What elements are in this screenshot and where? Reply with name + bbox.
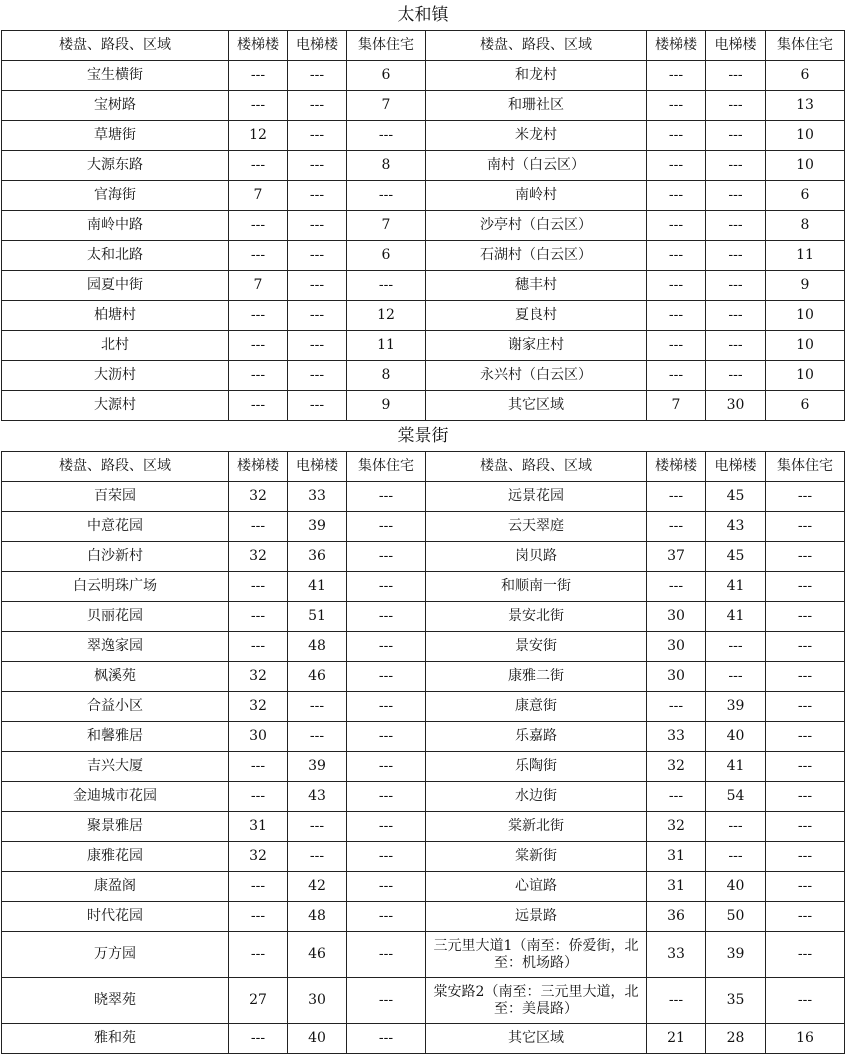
- price-cell: ---: [288, 331, 347, 361]
- price-cell: ---: [766, 722, 845, 752]
- area-name-cell: 晓翠苑: [2, 978, 229, 1024]
- table-row: [2, 91, 845, 121]
- price-cell: 35: [706, 978, 766, 1024]
- price-cell: ---: [706, 301, 766, 331]
- price-cell: ---: [647, 361, 706, 391]
- price-cell: 30: [647, 602, 706, 632]
- area-name-cell: 和龙村: [426, 61, 647, 91]
- price-cell: ---: [288, 91, 347, 121]
- price-cell: 32: [229, 692, 288, 722]
- price-cell: 10: [766, 151, 845, 181]
- price-cell: 10: [766, 331, 845, 361]
- price-cell: ---: [647, 331, 706, 361]
- price-cell: ---: [229, 1024, 288, 1054]
- price-cell: 41: [706, 602, 766, 632]
- column-header: 电梯楼: [706, 31, 766, 61]
- price-cell: ---: [229, 782, 288, 812]
- price-cell: ---: [288, 121, 347, 151]
- price-cell: ---: [347, 632, 426, 662]
- table-row: [2, 978, 845, 1024]
- column-header: 楼盘、路段、区域: [426, 452, 647, 482]
- area-name-cell: 白沙新村: [2, 542, 229, 572]
- column-header: 楼盘、路段、区域: [2, 452, 229, 482]
- price-cell: 8: [347, 361, 426, 391]
- area-name-cell: 宝生横街: [2, 61, 229, 91]
- price-cell: 41: [288, 572, 347, 602]
- price-cell: ---: [647, 241, 706, 271]
- price-cell: ---: [647, 121, 706, 151]
- price-cell: ---: [347, 752, 426, 782]
- area-name-cell: 聚景雅居: [2, 812, 229, 842]
- area-name-cell: 金迪城市花园: [2, 782, 229, 812]
- price-cell: ---: [347, 662, 426, 692]
- price-cell: ---: [347, 978, 426, 1024]
- table-row: [2, 121, 845, 151]
- price-cell: 28: [706, 1024, 766, 1054]
- price-cell: ---: [766, 482, 845, 512]
- area-name-cell: 棠安路2（南至：三元里大道，北至：美晨路）: [426, 978, 647, 1024]
- price-cell: 30: [706, 391, 766, 421]
- area-name-cell: 康雅二街: [426, 662, 647, 692]
- price-cell: ---: [647, 692, 706, 722]
- price-cell: ---: [288, 181, 347, 211]
- price-cell: 33: [288, 482, 347, 512]
- area-name-cell: 棠新北街: [426, 812, 647, 842]
- area-name-cell: 园夏中街: [2, 271, 229, 301]
- price-cell: 6: [347, 241, 426, 271]
- area-name-cell: 和馨雅居: [2, 722, 229, 752]
- area-name-cell: 乐嘉路: [426, 722, 647, 752]
- price-cell: 41: [706, 752, 766, 782]
- price-cell: 43: [706, 512, 766, 542]
- price-cell: ---: [766, 542, 845, 572]
- area-name-cell: 穗丰村: [426, 271, 647, 301]
- price-cell: ---: [647, 181, 706, 211]
- price-cell: 39: [706, 932, 766, 978]
- area-name-cell: 时代花园: [2, 902, 229, 932]
- price-cell: ---: [706, 812, 766, 842]
- price-cell: ---: [347, 932, 426, 978]
- area-name-cell: 康盈阁: [2, 872, 229, 902]
- price-cell: 48: [288, 902, 347, 932]
- price-cell: ---: [347, 692, 426, 722]
- price-cell: 6: [347, 61, 426, 91]
- table-row: [2, 872, 845, 902]
- table-row: [2, 391, 845, 421]
- column-header: 集体住宅: [347, 31, 426, 61]
- area-name-cell: 吉兴大厦: [2, 752, 229, 782]
- price-cell: ---: [229, 752, 288, 782]
- table-row: [2, 361, 845, 391]
- column-header: 楼梯楼: [229, 31, 288, 61]
- area-name-cell: 翠逸家园: [2, 632, 229, 662]
- price-cell: ---: [229, 512, 288, 542]
- area-name-cell: 景安街: [426, 632, 647, 662]
- price-cell: ---: [347, 602, 426, 632]
- table-row: [2, 632, 845, 662]
- table-row: [2, 722, 845, 752]
- price-cell: 41: [706, 572, 766, 602]
- table-row: [2, 271, 845, 301]
- price-cell: ---: [288, 301, 347, 331]
- price-cell: 30: [288, 978, 347, 1024]
- price-cell: 7: [347, 91, 426, 121]
- price-cell: 45: [706, 482, 766, 512]
- price-cell: 40: [706, 872, 766, 902]
- price-cell: 32: [229, 482, 288, 512]
- price-cell: 40: [706, 722, 766, 752]
- price-cell: 30: [647, 662, 706, 692]
- price-cell: ---: [647, 482, 706, 512]
- table-row: [2, 602, 845, 632]
- price-cell: ---: [347, 902, 426, 932]
- area-name-cell: 柏塘村: [2, 301, 229, 331]
- price-cell: ---: [288, 391, 347, 421]
- price-cell: ---: [288, 692, 347, 722]
- price-cell: 43: [288, 782, 347, 812]
- price-cell: ---: [647, 151, 706, 181]
- price-cell: 7: [647, 391, 706, 421]
- price-cell: 8: [347, 151, 426, 181]
- price-cell: 42: [288, 872, 347, 902]
- price-cell: ---: [347, 842, 426, 872]
- price-cell: 27: [229, 978, 288, 1024]
- price-cell: 50: [706, 902, 766, 932]
- area-name-cell: 中意花园: [2, 512, 229, 542]
- table-row: [2, 932, 845, 978]
- area-name-cell: 百荣园: [2, 482, 229, 512]
- section-title-row: [2, 0, 845, 31]
- price-cell: 16: [766, 1024, 845, 1054]
- table-row: [2, 482, 845, 512]
- price-cell: ---: [706, 151, 766, 181]
- price-cell: ---: [347, 1024, 426, 1054]
- price-cell: ---: [288, 151, 347, 181]
- price-cell: ---: [229, 902, 288, 932]
- price-cell: ---: [288, 61, 347, 91]
- area-name-cell: 南岭中路: [2, 211, 229, 241]
- area-name-cell: 草塘街: [2, 121, 229, 151]
- price-cell: ---: [766, 662, 845, 692]
- price-cell: 30: [647, 632, 706, 662]
- price-cell: 32: [229, 542, 288, 572]
- price-cell: 32: [229, 842, 288, 872]
- table-row: [2, 782, 845, 812]
- section-title: 棠景街: [397, 425, 449, 446]
- area-name-cell: 其它区域: [426, 391, 647, 421]
- price-cell: ---: [766, 692, 845, 722]
- price-cell: ---: [706, 211, 766, 241]
- price-cell: ---: [229, 331, 288, 361]
- price-cell: ---: [229, 632, 288, 662]
- column-header: 集体住宅: [347, 452, 426, 482]
- price-cell: 46: [288, 662, 347, 692]
- price-cell: ---: [647, 271, 706, 301]
- area-name-cell: 远景花园: [426, 482, 647, 512]
- price-cell: ---: [347, 181, 426, 211]
- price-cell: ---: [347, 512, 426, 542]
- price-cell: 10: [766, 121, 845, 151]
- price-cell: ---: [766, 572, 845, 602]
- price-cell: 39: [288, 752, 347, 782]
- price-cell: ---: [647, 211, 706, 241]
- column-header: 电梯楼: [288, 31, 347, 61]
- area-name-cell: 枫溪苑: [2, 662, 229, 692]
- price-cell: 13: [766, 91, 845, 121]
- price-table: [1, 0, 845, 1054]
- table-row: [2, 151, 845, 181]
- area-name-cell: 沙亭村（白云区）: [426, 211, 647, 241]
- price-cell: ---: [229, 572, 288, 602]
- price-cell: ---: [706, 842, 766, 872]
- price-cell: ---: [706, 181, 766, 211]
- column-header: 楼盘、路段、区域: [2, 31, 229, 61]
- price-cell: ---: [706, 361, 766, 391]
- price-cell: 45: [706, 542, 766, 572]
- area-name-cell: 康雅花园: [2, 842, 229, 872]
- price-cell: 33: [647, 932, 706, 978]
- price-cell: 6: [766, 61, 845, 91]
- price-cell: 33: [647, 722, 706, 752]
- price-cell: ---: [706, 91, 766, 121]
- price-cell: ---: [647, 301, 706, 331]
- column-header: 电梯楼: [706, 452, 766, 482]
- area-name-cell: 石湖村（白云区）: [426, 241, 647, 271]
- price-cell: ---: [706, 662, 766, 692]
- area-name-cell: 米龙村: [426, 121, 647, 151]
- area-name-cell: 岗贝路: [426, 542, 647, 572]
- area-name-cell: 其它区域: [426, 1024, 647, 1054]
- area-name-cell: 大源东路: [2, 151, 229, 181]
- table-row: [2, 241, 845, 271]
- price-cell: ---: [347, 271, 426, 301]
- price-cell: 36: [647, 902, 706, 932]
- area-name-cell: 南岭村: [426, 181, 647, 211]
- price-cell: ---: [647, 782, 706, 812]
- price-cell: ---: [288, 722, 347, 752]
- price-cell: ---: [647, 572, 706, 602]
- price-cell: 6: [766, 391, 845, 421]
- price-cell: ---: [766, 632, 845, 662]
- area-name-cell: 合益小区: [2, 692, 229, 722]
- section-title-row: [2, 421, 845, 452]
- area-name-cell: 和珊社区: [426, 91, 647, 121]
- area-name-cell: 谢家庄村: [426, 331, 647, 361]
- area-name-cell: 贝丽花园: [2, 602, 229, 632]
- table-row: [2, 662, 845, 692]
- area-name-cell: 白云明珠广场: [2, 572, 229, 602]
- column-header: 集体住宅: [766, 452, 845, 482]
- price-cell: ---: [706, 241, 766, 271]
- price-cell: ---: [347, 121, 426, 151]
- price-cell: ---: [347, 812, 426, 842]
- price-cell: ---: [706, 271, 766, 301]
- price-cell: ---: [347, 782, 426, 812]
- price-cell: 6: [766, 181, 845, 211]
- price-cell: 40: [288, 1024, 347, 1054]
- table-row: [2, 301, 845, 331]
- column-header: 电梯楼: [288, 452, 347, 482]
- area-name-cell: 三元里大道1（南至：侨爱街，北至：机场路）: [426, 932, 647, 978]
- area-name-cell: 心谊路: [426, 872, 647, 902]
- price-cell: 8: [766, 211, 845, 241]
- price-cell: ---: [766, 902, 845, 932]
- table-row: [2, 902, 845, 932]
- area-name-cell: 南村（白云区）: [426, 151, 647, 181]
- area-name-cell: 夏良村: [426, 301, 647, 331]
- price-cell: ---: [766, 978, 845, 1024]
- price-cell: ---: [288, 812, 347, 842]
- area-name-cell: 水边街: [426, 782, 647, 812]
- price-cell: ---: [766, 872, 845, 902]
- price-cell: 31: [647, 842, 706, 872]
- price-cell: ---: [766, 752, 845, 782]
- table-row: [2, 542, 845, 572]
- price-cell: 30: [229, 722, 288, 752]
- area-name-cell: 景安北街: [426, 602, 647, 632]
- area-name-cell: 云天翠庭: [426, 512, 647, 542]
- price-cell: ---: [766, 812, 845, 842]
- area-name-cell: 乐陶街: [426, 752, 647, 782]
- area-name-cell: 远景路: [426, 902, 647, 932]
- table-row: [2, 692, 845, 722]
- price-cell: 9: [766, 271, 845, 301]
- price-cell: 7: [229, 271, 288, 301]
- area-name-cell: 棠新街: [426, 842, 647, 872]
- column-header: 楼盘、路段、区域: [426, 31, 647, 61]
- price-cell: 39: [706, 692, 766, 722]
- price-cell: ---: [229, 151, 288, 181]
- price-cell: 12: [347, 301, 426, 331]
- price-cell: ---: [229, 301, 288, 331]
- price-cell: 21: [647, 1024, 706, 1054]
- table-row: [2, 752, 845, 782]
- table-row: [2, 331, 845, 361]
- price-cell: 12: [229, 121, 288, 151]
- price-cell: ---: [766, 512, 845, 542]
- price-cell: ---: [347, 572, 426, 602]
- price-cell: ---: [288, 271, 347, 301]
- price-cell: ---: [766, 782, 845, 812]
- price-cell: 36: [288, 542, 347, 572]
- price-cell: ---: [647, 61, 706, 91]
- price-cell: ---: [229, 91, 288, 121]
- price-cell: 32: [647, 752, 706, 782]
- price-cell: ---: [766, 602, 845, 632]
- table-row: [2, 1024, 845, 1054]
- area-name-cell: 万方园: [2, 932, 229, 978]
- price-cell: 48: [288, 632, 347, 662]
- table-row: [2, 812, 845, 842]
- header-row: [2, 452, 845, 482]
- column-header: 楼梯楼: [647, 31, 706, 61]
- header-row: [2, 31, 845, 61]
- price-cell: ---: [706, 632, 766, 662]
- price-cell: 7: [229, 181, 288, 211]
- price-cell: ---: [706, 61, 766, 91]
- table-row: [2, 842, 845, 872]
- price-cell: 31: [647, 872, 706, 902]
- price-cell: ---: [229, 602, 288, 632]
- price-cell: ---: [229, 391, 288, 421]
- area-name-cell: 康意街: [426, 692, 647, 722]
- price-cell: ---: [766, 932, 845, 978]
- table-body: [2, 0, 845, 1054]
- price-cell: ---: [647, 512, 706, 542]
- price-cell: ---: [229, 932, 288, 978]
- price-cell: ---: [288, 241, 347, 271]
- price-cell: 32: [647, 812, 706, 842]
- price-cell: ---: [229, 241, 288, 271]
- table-row: [2, 211, 845, 241]
- price-cell: ---: [347, 722, 426, 752]
- price-cell: ---: [229, 361, 288, 391]
- price-cell: 31: [229, 812, 288, 842]
- price-cell: 39: [288, 512, 347, 542]
- table-row: [2, 61, 845, 91]
- column-header: 楼梯楼: [647, 452, 706, 482]
- price-cell: ---: [347, 482, 426, 512]
- price-cell: 11: [347, 331, 426, 361]
- area-name-cell: 北村: [2, 331, 229, 361]
- price-cell: ---: [706, 331, 766, 361]
- area-name-cell: 太和北路: [2, 241, 229, 271]
- price-cell: 46: [288, 932, 347, 978]
- price-cell: 51: [288, 602, 347, 632]
- price-cell: ---: [229, 61, 288, 91]
- price-cell: 32: [229, 662, 288, 692]
- table-row: [2, 572, 845, 602]
- price-cell: 7: [347, 211, 426, 241]
- column-header: 集体住宅: [766, 31, 845, 61]
- price-cell: ---: [347, 542, 426, 572]
- price-cell: ---: [347, 872, 426, 902]
- price-cell: 9: [347, 391, 426, 421]
- area-name-cell: 大源村: [2, 391, 229, 421]
- price-cell: 11: [766, 241, 845, 271]
- price-cell: ---: [229, 872, 288, 902]
- price-cell: ---: [647, 91, 706, 121]
- section-title: 太和镇: [397, 4, 449, 25]
- price-cell: ---: [766, 842, 845, 872]
- price-cell: 54: [706, 782, 766, 812]
- area-name-cell: 宝树路: [2, 91, 229, 121]
- area-name-cell: 雅和苑: [2, 1024, 229, 1054]
- table-row: [2, 512, 845, 542]
- area-name-cell: 官海街: [2, 181, 229, 211]
- price-cell: ---: [706, 121, 766, 151]
- price-cell: ---: [647, 978, 706, 1024]
- area-name-cell: 大沥村: [2, 361, 229, 391]
- price-cell: 10: [766, 301, 845, 331]
- area-name-cell: 永兴村（白云区）: [426, 361, 647, 391]
- price-cell: 10: [766, 361, 845, 391]
- table-row: [2, 181, 845, 211]
- column-header: 楼梯楼: [229, 452, 288, 482]
- price-cell: ---: [288, 361, 347, 391]
- price-cell: ---: [288, 211, 347, 241]
- area-name-cell: 和顺南一街: [426, 572, 647, 602]
- price-cell: 37: [647, 542, 706, 572]
- price-cell: ---: [229, 211, 288, 241]
- price-cell: ---: [288, 842, 347, 872]
